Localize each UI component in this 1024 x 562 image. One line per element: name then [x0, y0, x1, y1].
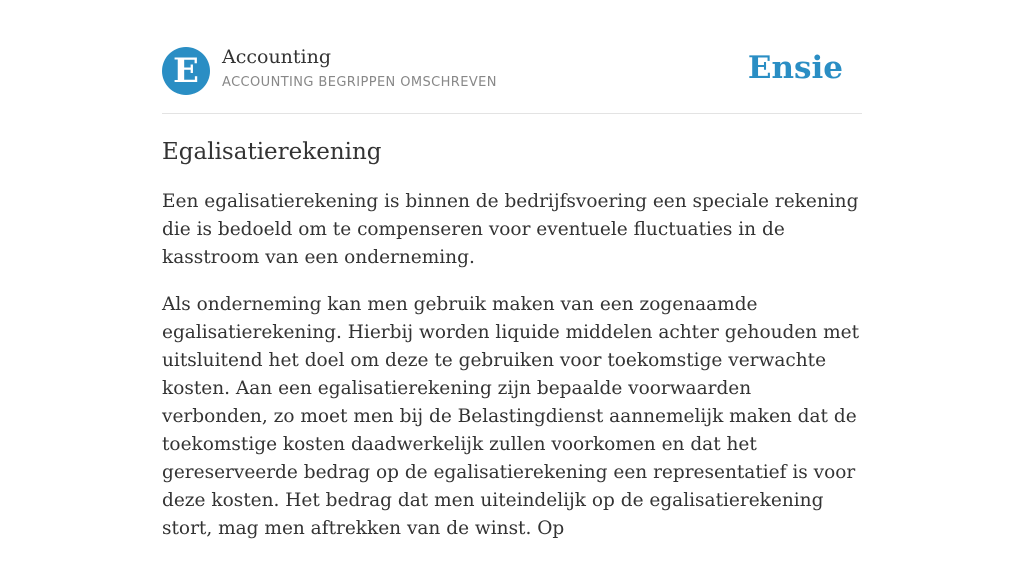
site-subtitle: ACCOUNTING BEGRIPPEN OMSCHREVEN: [222, 75, 497, 90]
article-title: Egalisatierekening: [162, 139, 382, 165]
article-paragraph: Een egalisatierekening is binnen de bedrijfsvoering een speciale rekening die is bedoeld om te compenseren voor eventuele fluctuaties in de kasstroom van een onderneming.: [162, 191, 859, 268]
site-title[interactable]: Accounting: [222, 46, 332, 68]
article-paragraph: Als onderneming kan men gebruik maken van een zogenaamde egalisatierekening. Hierbij worden liquide middelen achter gehouden met uitsluitend het doel om deze te gebruiken voor toekomstige verwachte kosten. Aan een egalisatierekening zijn bepaalde voorwaarden verbonden, zo moet men bij de Belastingdienst aannemelijk maken dat de toekomstige kosten daadwerkelijk zullen voorkomen en dat het gereserveerde bedrag op de egalisatierekening een representatief is voor deze kosten. Het bedrag dat men uiteindelijk op de egalisatierekening stort, mag men aftrekken van de winst. Op: [162, 294, 860, 539]
site-logo-icon[interactable]: E: [162, 47, 210, 95]
article: [162, 136, 862, 562]
site-header: [162, 44, 862, 114]
brand-logo[interactable]: Ensie: [747, 50, 843, 86]
